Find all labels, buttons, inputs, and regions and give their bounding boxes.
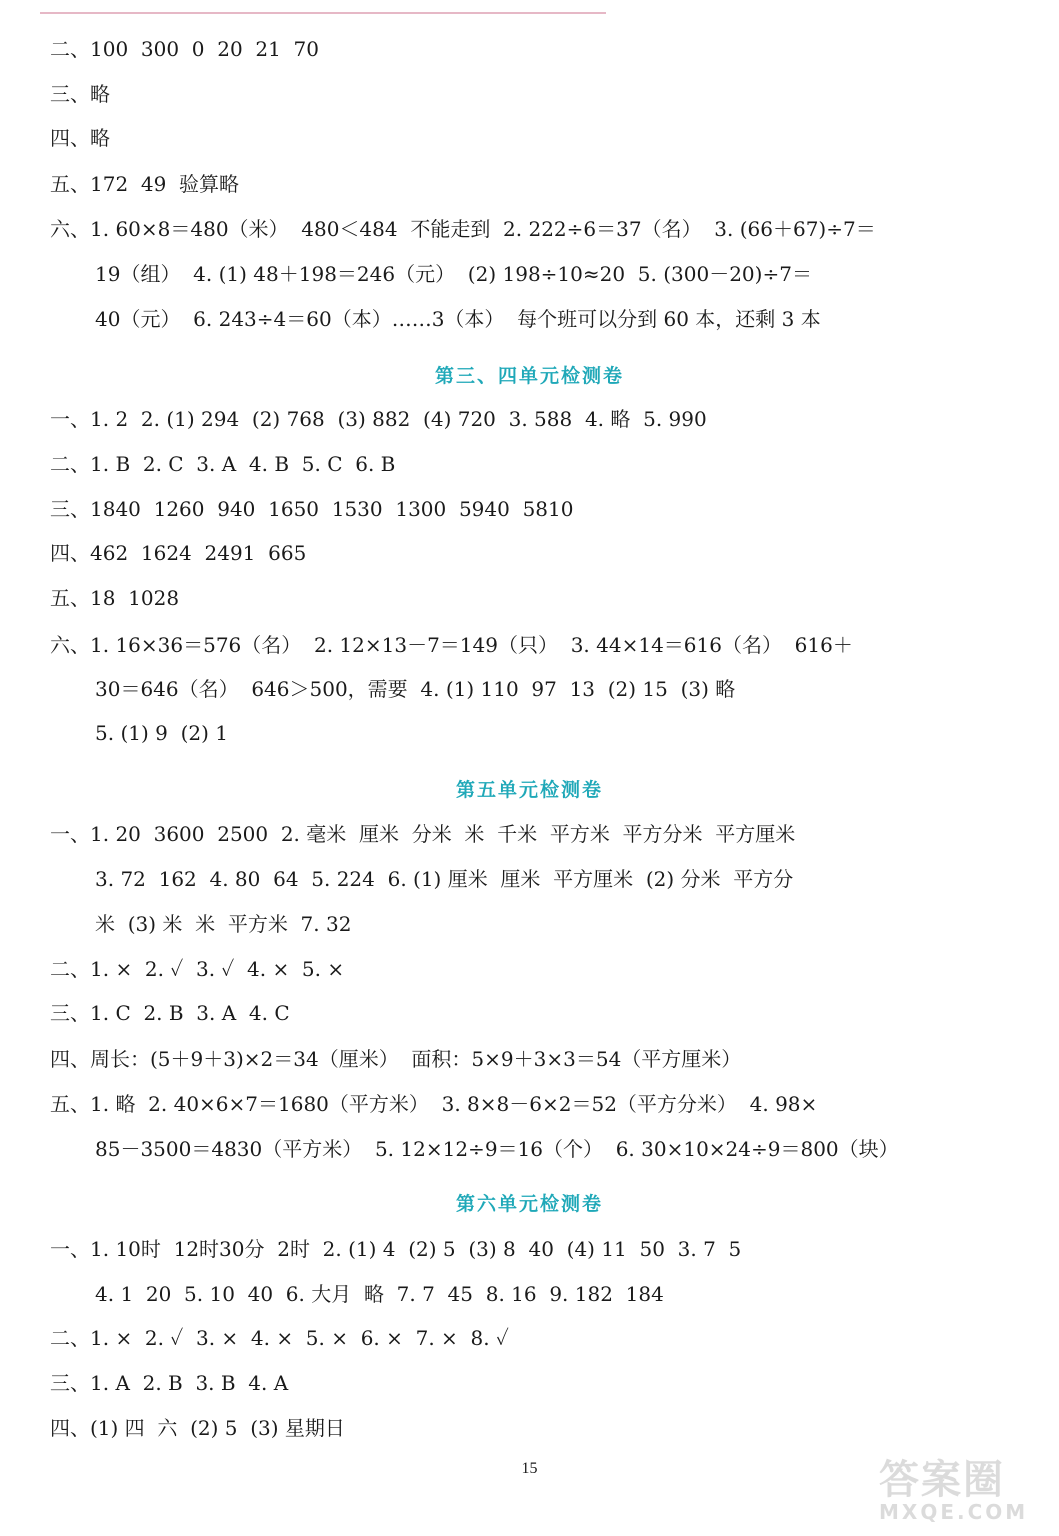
answer-line: 五、172 49 验算略 [50, 172, 240, 196]
answer-line: 一、1. 2 2. (1) 294 (2) 768 (3) 882 (4) 720 3. 588 4. 略 5. 990 [50, 407, 707, 431]
section-title: 第五单元检测卷 [455, 779, 603, 801]
watermark-text: 答案圈 [879, 1457, 1005, 1503]
answer-line: 米 (3) 米 米 平方米 7. 32 [95, 912, 352, 936]
top-divider [40, 12, 606, 14]
watermark-url: MXQE.COM [879, 1500, 1029, 1524]
answer-line: 三、1. A 2. B 3. B 4. A [50, 1371, 289, 1395]
page-number: 15 [521, 1460, 538, 1477]
answer-line: 四、462 1624 2491 665 [50, 541, 307, 565]
section-title: 第三、四单元检测卷 [434, 365, 624, 387]
answer-line: 四、略 [50, 126, 110, 150]
answer-line: 一、1. 20 3600 2500 2. 毫米 厘米 分米 米 千米 平方米 平方分米 平方厘米 [50, 822, 796, 846]
answer-line: 4. 1 20 5. 10 40 6. 大月 略 7. 7 45 8. 16 9. 182 184 [95, 1282, 664, 1306]
answer-line: 六、1. 16×36＝576（名） 2. 12×13－7＝149（只） 3. 44×14＝616（名） 616＋ [50, 633, 853, 657]
section-title: 第六单元检测卷 [455, 1193, 603, 1215]
watermark-logo [879, 1457, 1049, 1530]
answer-line: 19（组） 4. (1) 48＋198＝246（元） (2) 198÷10≈20 5. (300－20)÷7＝ [95, 262, 812, 286]
answer-line: 二、1. B 2. C 3. A 4. B 5. C 6. B [50, 452, 396, 476]
answer-line: 六、1. 60×8＝480（米） 480＜484 不能走到 2. 222÷6＝37（名） 3. (66＋67)÷7＝ [50, 217, 876, 241]
answer-line: 30＝646（名） 646＞500，需要 4. (1) 110 97 13 (2) 15 (3) 略 [95, 677, 736, 701]
answer-line: 85－3500＝4830（平方米） 5. 12×12÷9＝16（个） 6. 30×10×24÷9＝800（块） [95, 1137, 899, 1161]
answer-line: 一、1. 10时 12时30分 2时 2. (1) 4 (2) 5 (3) 8 40 (4) 11 50 3. 7 5 [50, 1237, 742, 1261]
answer-line: 五、1. 略 2. 40×6×7＝1680（平方米） 3. 8×8－6×2＝52（平方分米） 4. 98× [50, 1092, 818, 1116]
answer-line: 二、1. × 2. ✓ 3. × 4. × 5. × 6. × 7. × 8. ✓ [50, 1326, 509, 1350]
answer-line: 三、略 [50, 82, 110, 106]
answer-line: 四、周长：(5＋9＋3)×2＝34（厘米） 面积：5×9＋3×3＝54（平方厘米） [50, 1047, 742, 1071]
answer-line: 三、1. C 2. B 3. A 4. C [50, 1001, 290, 1025]
answer-line: 四、(1) 四 六 (2) 5 (3) 星期日 [50, 1416, 345, 1440]
answer-line: 三、1840 1260 940 1650 1530 1300 5940 5810 [50, 497, 574, 521]
answer-line: 五、18 1028 [50, 586, 180, 610]
answer-line: 40（元） 6. 243÷4＝60（本）……3（本） 每个班可以分到 60 本，还剩 3 本 [95, 307, 821, 331]
answer-line: 二、100 300 0 20 21 70 [50, 37, 319, 61]
answer-line: 二、1. × 2. ✓ 3. ✓ 4. × 5. × [50, 957, 345, 981]
answer-line: 5. (1) 9 (2) 1 [95, 721, 228, 745]
answer-line: 3. 72 162 4. 80 64 5. 224 6. (1) 厘米 厘米 平方厘米 (2) 分米 平方分 [95, 867, 794, 891]
